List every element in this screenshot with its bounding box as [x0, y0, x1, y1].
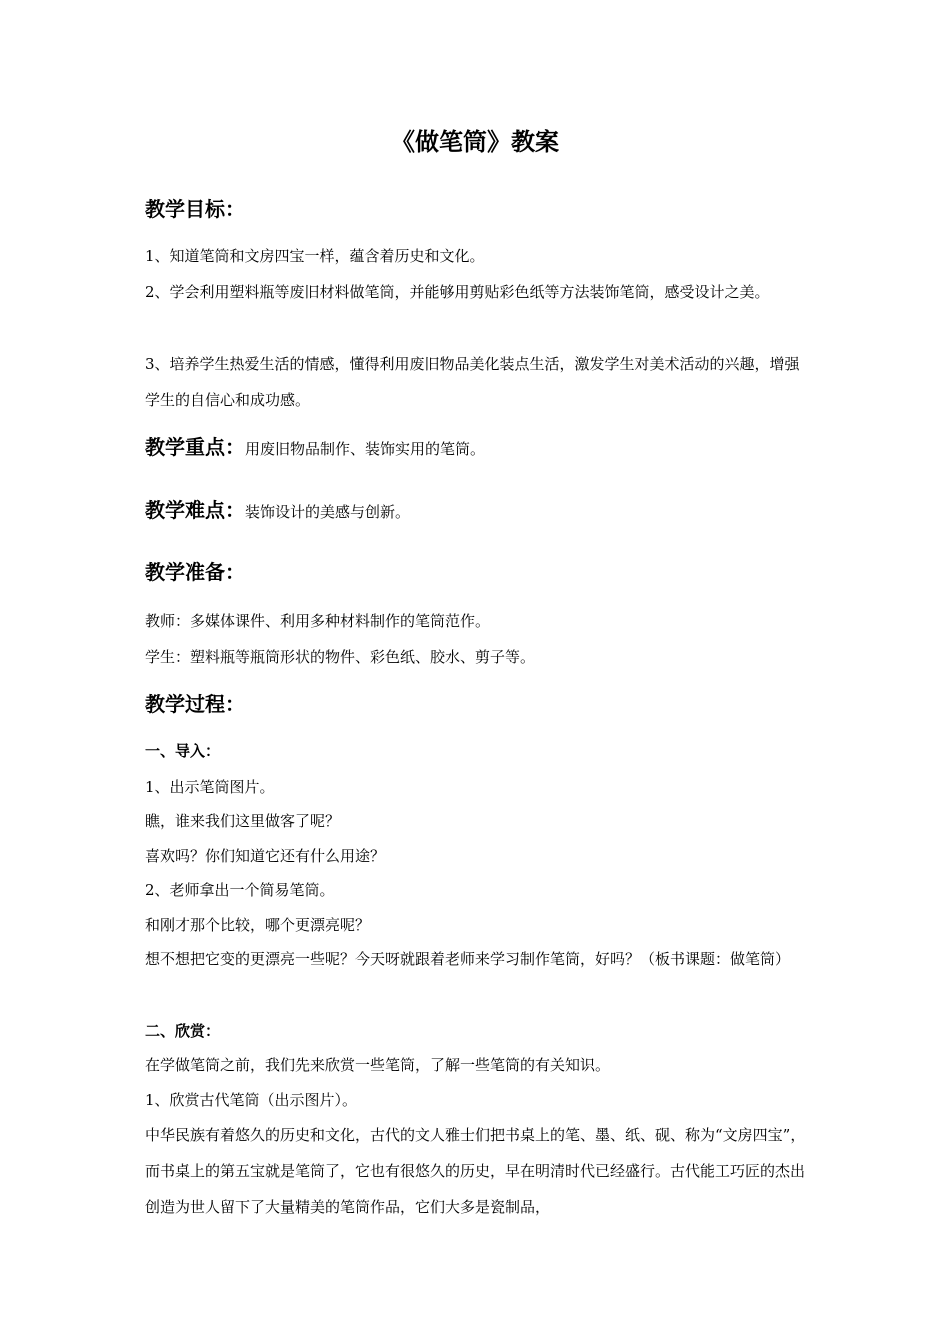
difficulty-heading: 教学难点： — [145, 498, 245, 522]
appreciation-line-2: 1、欣赏古代笔筒（出示图片）。 — [145, 1091, 358, 1109]
intro-line-2: 瞧，谁来我们这里做客了呢？ — [145, 812, 341, 830]
preparation-teacher: 教师：多媒体课件、利用多种材料制作的笔筒范作。 — [145, 612, 491, 630]
appreciation-line-3: 中华民族有着悠久的历史和文化，古代的文人雅士们把书桌上的笔、墨、纸、砚、称为“文房四宝”，而书桌上的第五宝就是笔筒了，它也有很悠久的历史，早在明清时代已经盛行。古代能工巧匠的杰出创造为世人留下了大量精美的笔筒作品，它们大多是瓷制品， — [145, 1126, 806, 1216]
difficulty-row — [145, 495, 410, 527]
section-intro-heading: 一、导入： — [145, 742, 221, 760]
appreciation-line-1: 在学做笔筒之前，我们先来欣赏一些笔筒，了解一些笔筒的有关知识。 — [145, 1056, 611, 1074]
intro-line-4: 2、老师拿出一个简易笔筒。 — [145, 881, 335, 899]
preparation-student: 学生：塑料瓶等瓶筒形状的物件、彩色纸、胶水、剪子等。 — [145, 648, 536, 666]
difficulty-text: 装饰设计的美感与创新。 — [245, 503, 411, 521]
objective-item-2: 2、学会利用塑料瓶等废旧材料做笔筒，并能够用剪贴彩色纸等方法装饰笔筒，感受设计之美。 — [145, 283, 770, 301]
intro-line-3: 喜欢吗？你们知道它还有什么用途？ — [145, 847, 386, 865]
process-heading: 教学过程： — [145, 692, 245, 716]
preparation-heading: 教学准备： — [145, 560, 245, 584]
intro-line-6: 想不想把它变的更漂亮一些呢？今天呀就跟着老师来学习制作笔筒，好吗？（板书课题：做笔筒） — [145, 950, 791, 968]
key-point-text: 用废旧物品制作、装饰实用的笔筒。 — [245, 440, 486, 458]
key-point-row — [145, 432, 485, 464]
objective-item-3: 3、培养学生热爱生活的情感，懂得利用废旧物品美化装点生活，激发学生对美术活动的兴趣，增强学生的自信心和成功感。 — [145, 355, 800, 409]
objective-item-1: 1、知道笔筒和文房四宝一样，蕴含着历史和文化。 — [145, 247, 485, 265]
objectives-heading: 教学目标： — [145, 197, 245, 221]
intro-line-1: 1、出示笔筒图片。 — [145, 778, 275, 796]
key-point-heading: 教学重点： — [145, 435, 245, 459]
document-title: 《做笔筒》教案 — [391, 128, 559, 156]
intro-line-5: 和刚才那个比较，哪个更漂亮呢？ — [145, 916, 371, 934]
section-appreciation-heading: 二、欣赏： — [145, 1022, 221, 1040]
